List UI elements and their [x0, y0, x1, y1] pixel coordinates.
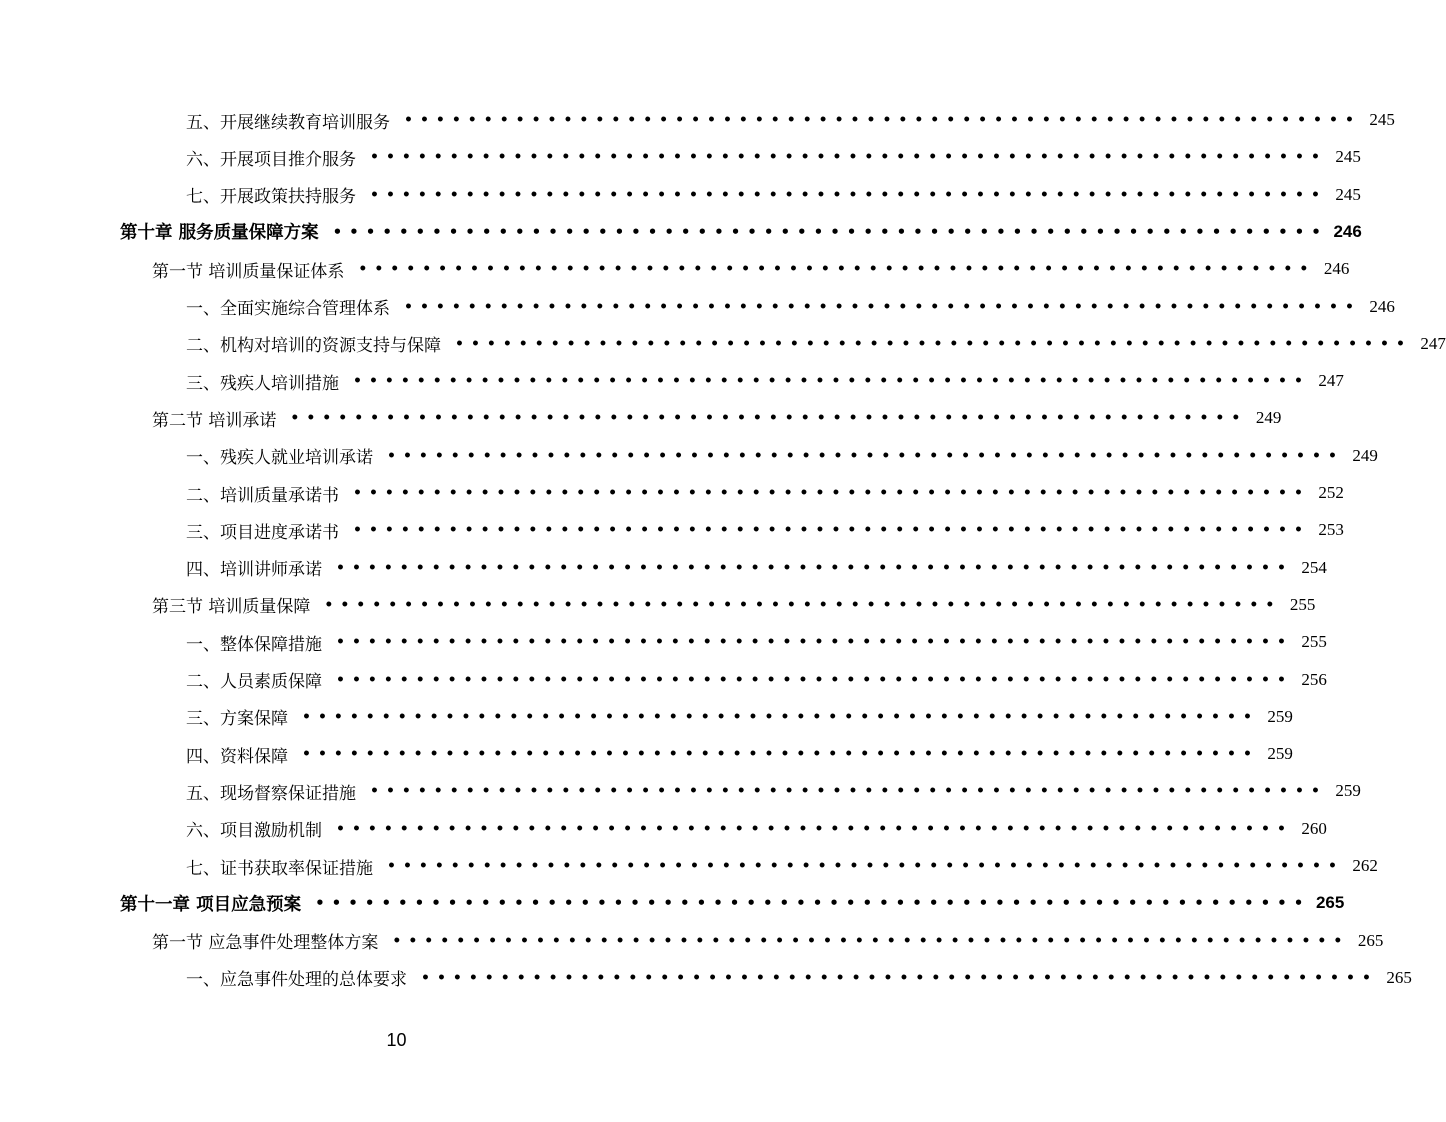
- toc-dot-leader: ••••••••••••••••••••••••••••••••••••••••••••••••••••••••••••: [358, 261, 1316, 278]
- toc-entry-title: 六、项目激励机制: [186, 821, 322, 842]
- toc-dot-leader: ••••••••••••••••••••••••••••••••••••••••••••••••••••••••••••: [315, 894, 1311, 913]
- toc-entry-page: 255: [1289, 594, 1316, 614]
- toc-entry-title: 一、全面实施综合管理体系: [186, 299, 390, 319]
- toc-entry-page: 256: [1301, 669, 1327, 689]
- toc-entry-page: 260: [1301, 818, 1327, 838]
- toc-entry-page: 247: [1420, 333, 1446, 353]
- toc-entry-title: 三、方案保障: [186, 709, 288, 730]
- toc-entry-page: 249: [1352, 445, 1378, 465]
- toc-entry-page: 259: [1267, 744, 1293, 764]
- page-number: 10: [386, 1030, 407, 1050]
- toc-entry-chapter[interactable]: [120, 889, 1345, 917]
- toc-entry-section[interactable]: [152, 404, 1282, 432]
- toc-entry-title: 二、机构对培训的资源支持与保障: [186, 336, 441, 357]
- toc-entry-title: 第十一章 项目应急预案: [120, 894, 302, 915]
- toc-entry-item[interactable]: [186, 442, 1378, 470]
- toc-dot-leader: ••••••••••••••••••••••••••••••••••••••••••••••••••••••••••••: [370, 149, 1327, 166]
- toc-entry-page: 249: [1255, 408, 1282, 428]
- toc-entry-title: 七、开展政策扶持服务: [186, 187, 356, 208]
- toc-dot-leader: ••••••••••••••••••••••••••••••••••••••••••••••••••••••••••••: [302, 708, 1259, 725]
- toc-entry-title: 三、残疾人培训措施: [186, 373, 339, 394]
- toc-entry-item[interactable]: [186, 106, 1395, 134]
- toc-entry-item[interactable]: [186, 367, 1344, 395]
- toc-entry-page: 245: [1335, 184, 1361, 204]
- toc-entry-title: 二、培训质量承诺书: [186, 485, 339, 506]
- toc-dot-leader: ••••••••••••••••••••••••••••••••••••••••••••••••••••••••••••: [353, 522, 1310, 539]
- toc-entry-title: 四、资料保障: [186, 746, 288, 767]
- toc-dot-leader: ••••••••••••••••••••••••••••••••••••••••••••••••••••••••••••: [404, 298, 1361, 315]
- toc-entry-title: 七、证书获取率保证措施: [186, 858, 373, 879]
- toc-dot-leader: ••••••••••••••••••••••••••••••••••••••••••••••••••••••••••••: [336, 820, 1293, 837]
- toc-entry-title: 第二节 培训承诺: [152, 410, 277, 431]
- toc-entry-page: 246: [1333, 221, 1362, 241]
- toc-entry-page: 254: [1301, 557, 1327, 577]
- toc-entry-item[interactable]: [186, 740, 1293, 768]
- toc-entry-section[interactable]: [152, 927, 1384, 955]
- toc-entry-page: 265: [1357, 930, 1384, 950]
- toc-entry-title: 第一节 应急事件处理整体方案: [152, 933, 379, 954]
- toc-entry-title: 四、培训讲师承诺: [186, 560, 322, 581]
- toc-entry-item[interactable]: [186, 815, 1327, 843]
- toc-dot-leader: ••••••••••••••••••••••••••••••••••••••••••••••••••••••••••••: [421, 969, 1378, 986]
- toc-entry-page: 259: [1335, 781, 1361, 801]
- toc-dot-leader: ••••••••••••••••••••••••••••••••••••••••••••••••••••••••••••: [332, 222, 1328, 241]
- toc-dot-leader: ••••••••••••••••••••••••••••••••••••••••••••••••••••••••••••: [353, 373, 1310, 390]
- toc-dot-leader: ••••••••••••••••••••••••••••••••••••••••••••••••••••••••••••: [324, 596, 1282, 613]
- toc-entry-title: 一、整体保障措施: [186, 634, 322, 655]
- toc-dot-leader: ••••••••••••••••••••••••••••••••••••••••••••••••••••••••••••: [336, 559, 1293, 576]
- toc-entry-title: 二、人员素质保障: [186, 672, 322, 692]
- toc-entry-title: 第三节 培训质量保障: [152, 597, 311, 618]
- toc-dot-leader: ••••••••••••••••••••••••••••••••••••••••••••••••••••••••••••: [392, 932, 1350, 949]
- toc-entry-section[interactable]: [152, 591, 1316, 619]
- toc-dot-leader: ••••••••••••••••••••••••••••••••••••••••••••••••••••••••••••: [455, 335, 1412, 352]
- toc-dot-leader: ••••••••••••••••••••••••••••••••••••••••••••••••••••••••••••: [336, 634, 1293, 651]
- toc-entry-page: 246: [1369, 296, 1395, 316]
- toc-entry-page: 265: [1315, 893, 1345, 913]
- toc-entry-page: 245: [1369, 110, 1395, 129]
- toc-entry-title: 五、现场督察保证措施: [186, 783, 356, 804]
- toc-entry-item[interactable]: [186, 628, 1327, 656]
- toc-entry-page: 265: [1386, 967, 1412, 987]
- toc-dot-leader: ••••••••••••••••••••••••••••••••••••••••••••••••••••••••••••: [387, 447, 1344, 464]
- toc-entry-title: 一、残疾人就业培训承诺: [186, 448, 373, 469]
- toc-entry-page: 255: [1301, 632, 1327, 652]
- toc-dot-leader: ••••••••••••••••••••••••••••••••••••••••••••••••••••••••••••: [404, 112, 1361, 128]
- toc-entry-item[interactable]: [186, 666, 1327, 694]
- toc-entry-page: 259: [1267, 706, 1293, 726]
- toc-entry-item[interactable]: [186, 330, 1446, 358]
- toc-entry-page: 245: [1335, 147, 1361, 167]
- toc-entry-item[interactable]: [186, 479, 1344, 507]
- toc-entry-item[interactable]: [186, 293, 1395, 321]
- toc-entry-item[interactable]: [186, 181, 1361, 209]
- toc-entry-item[interactable]: [186, 143, 1361, 171]
- toc-dot-leader: ••••••••••••••••••••••••••••••••••••••••••••••••••••••••••••: [290, 410, 1248, 427]
- toc-entry-title: 第一节 培训质量保证体系: [152, 261, 345, 282]
- toc-entry-title: 三、项目进度承诺书: [186, 522, 339, 543]
- toc-dot-leader: ••••••••••••••••••••••••••••••••••••••••••••••••••••••••••••: [302, 746, 1259, 763]
- toc-entry-page: 252: [1318, 483, 1344, 502]
- toc-entry-chapter[interactable]: [120, 218, 1362, 246]
- toc-entry-title: 六、开展项目推介服务: [186, 149, 356, 170]
- toc-entry-title: 一、应急事件处理的总体要求: [186, 970, 407, 991]
- toc-dot-leader: ••••••••••••••••••••••••••••••••••••••••••••••••••••••••••••: [353, 485, 1310, 501]
- toc-entry-title: 第十章 服务质量保障方案: [120, 223, 319, 244]
- toc-entry-item[interactable]: [186, 777, 1361, 805]
- toc-entry-section[interactable]: [152, 255, 1350, 283]
- toc-entry-item[interactable]: [186, 516, 1344, 544]
- toc-entry-page: 253: [1318, 520, 1344, 540]
- toc-dot-leader: ••••••••••••••••••••••••••••••••••••••••••••••••••••••••••••: [336, 671, 1293, 688]
- toc-entry-page: 247: [1318, 371, 1344, 391]
- toc-dot-leader: ••••••••••••••••••••••••••••••••••••••••••••••••••••••••••••: [387, 858, 1344, 874]
- toc-entry-item[interactable]: [186, 964, 1412, 992]
- toc-entry-page: 246: [1323, 259, 1350, 279]
- toc-entry-item[interactable]: [186, 703, 1293, 731]
- toc-entry-item[interactable]: [186, 554, 1327, 582]
- toc-entry-title: 五、开展继续教育培训服务: [186, 112, 390, 133]
- toc-dot-leader: ••••••••••••••••••••••••••••••••••••••••••••••••••••••••••••: [370, 186, 1327, 203]
- toc-entry-page: 262: [1352, 856, 1378, 875]
- toc-dot-leader: ••••••••••••••••••••••••••••••••••••••••••••••••••••••••••••: [370, 783, 1327, 800]
- toc-entry-item[interactable]: [186, 852, 1378, 880]
